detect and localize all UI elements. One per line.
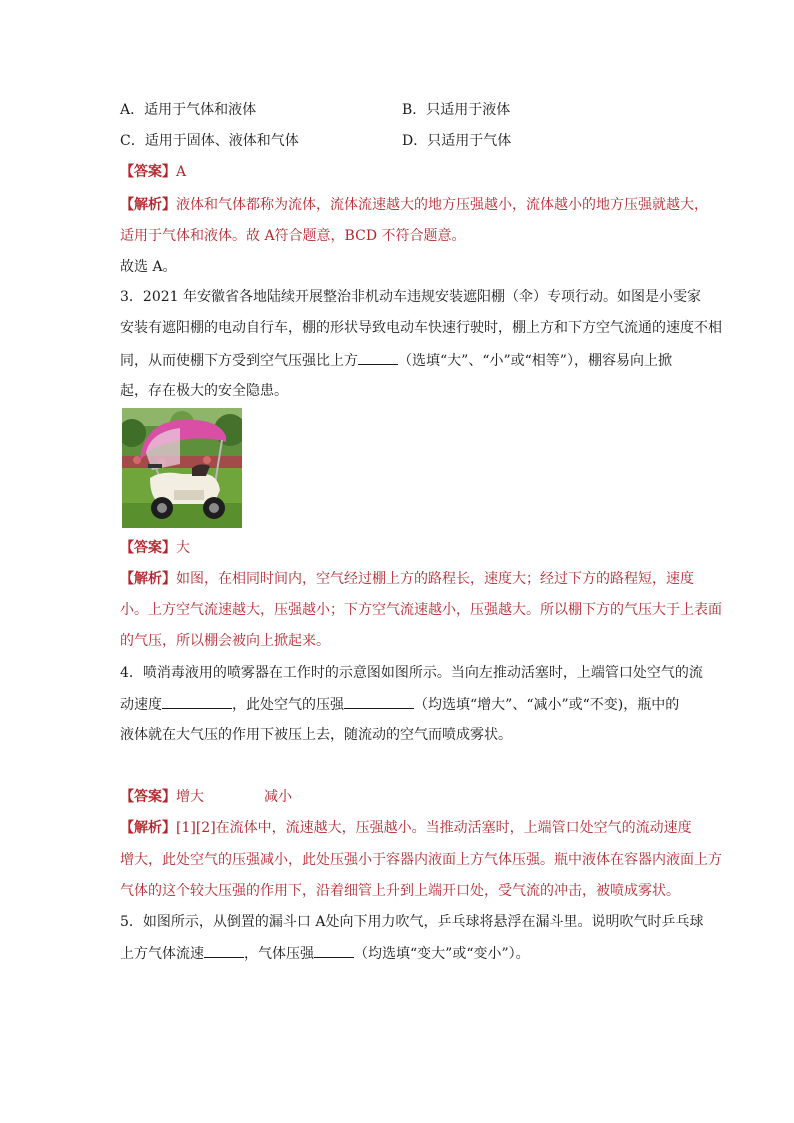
q4-analysis-line-1: [120, 818, 720, 838]
q3-analysis-line-1: [120, 569, 720, 589]
answer-value-1: 增大: [176, 789, 204, 805]
q2-analysis-line-1: [120, 195, 720, 215]
q5-text-b: ，气体压强: [244, 946, 314, 962]
q4-text-b: ，此处空气的压强: [232, 697, 344, 713]
q4-line-1: 4．喷消毒液用的喷雾器在工作时的示意图如图所示。当向左推动活塞时，上端管口处空气的流: [120, 665, 703, 681]
blank-1[interactable]: [204, 943, 244, 958]
blank-1[interactable]: [162, 694, 232, 709]
q3-text-b: （选填“大”、“小”或“相等”），棚容易向上掀: [398, 353, 672, 369]
q4-text-c: （均选填“增大”、“减小”或“不变)，瓶中的: [414, 697, 680, 713]
analysis-text: 液体和气体都称为流体，流体流速越大的地方压强越小，流体越小的地方压强就越大，: [176, 197, 708, 213]
q5-text-c: （均选填“变大”或“变小”）。: [354, 946, 530, 962]
q4-text-a: 动速度: [120, 697, 162, 713]
q3-answer: [120, 538, 720, 558]
q4-line-2: [120, 694, 720, 715]
analysis-tag: 【解析】: [120, 197, 176, 213]
q4-analysis-line-2: 增大，此处空气的压强减小，此处压强小于容器内液面上方气体压强。瓶中液体在容器内液面上方: [120, 852, 722, 868]
answer-tag: 【答案】: [120, 540, 176, 556]
answer-value-2: 减小: [264, 789, 292, 805]
q5-text-a: 上方气体流速: [120, 946, 204, 962]
option-a: A．适用于气体和液体: [120, 102, 257, 118]
answer-tag: 【答案】: [120, 164, 176, 180]
answer-value: 大: [176, 540, 190, 556]
q5-line-1: 5．如图所示，从倒置的漏斗口 A处向下用力吹气，乒乓球将悬浮在漏斗里。说明吹气时乒乓球: [120, 914, 704, 930]
q3-analysis-line-3: 的气压，所以棚会被向上掀起来。: [120, 633, 330, 649]
q3-line-3: [120, 350, 720, 371]
answer-value: A: [176, 164, 187, 180]
q2-answer: [120, 162, 720, 182]
q4-line-3: 液体就在大气压的作用下被压上去，随流动的空气而喷成雾状。: [120, 727, 512, 743]
q2-analysis-line-2: 适用于气体和液体。故 A符合题意，BCD 不符合题意。: [120, 228, 466, 244]
q2-conclusion: 故选 A。: [120, 259, 177, 275]
q3-analysis-line-2: 小。上方空气流速越大，压强越小；下方空气流速越小，压强越大。所以棚下方的气压大于上表面: [120, 602, 722, 618]
q3-line-1: 3．2021 年安徽省各地陆续开展整治非机动车违规安装遮阳棚（伞）专项行动。如图是小雯家: [120, 289, 701, 305]
analysis-tag: 【解析】: [120, 820, 176, 836]
q3-line-4: 起，存在极大的安全隐患。: [120, 383, 288, 399]
q4-analysis-line-3: 气体的这个较大压强的作用下，沿着细管上升到上端开口处，受气流的冲击，被喷成雾状。: [120, 883, 680, 899]
option-b: B．只适用于液体: [402, 102, 511, 118]
analysis-text: [1][2]在流体中，流速越大，压强越小。当推动活塞时，上端管口处空气的流动速度: [176, 820, 692, 836]
option-d: D．只适用于气体: [402, 133, 512, 149]
scooter-with-pink-canopy-photo: [122, 408, 242, 528]
q3-line-2: 安装有遮阳棚的电动自行车，棚的形状导致电动车快速行驶时，棚上方和下方空气流通的速度不相: [120, 320, 722, 336]
blank-1[interactable]: [358, 350, 398, 365]
q5-line-2: [120, 943, 720, 964]
option-c: C．适用于固体、液体和气体: [120, 133, 299, 149]
analysis-tag: 【解析】: [120, 571, 176, 587]
q3-text-a: 同，从而使棚下方受到空气压强比上方: [120, 353, 358, 369]
blank-2[interactable]: [344, 694, 414, 709]
answer-tag: 【答案】: [120, 789, 176, 805]
blank-2[interactable]: [314, 943, 354, 958]
q4-answer: [120, 787, 720, 807]
analysis-text: 如图，在相同时间内，空气经过棚上方的路程长，速度大；经过下方的路程短，速度: [176, 571, 694, 587]
